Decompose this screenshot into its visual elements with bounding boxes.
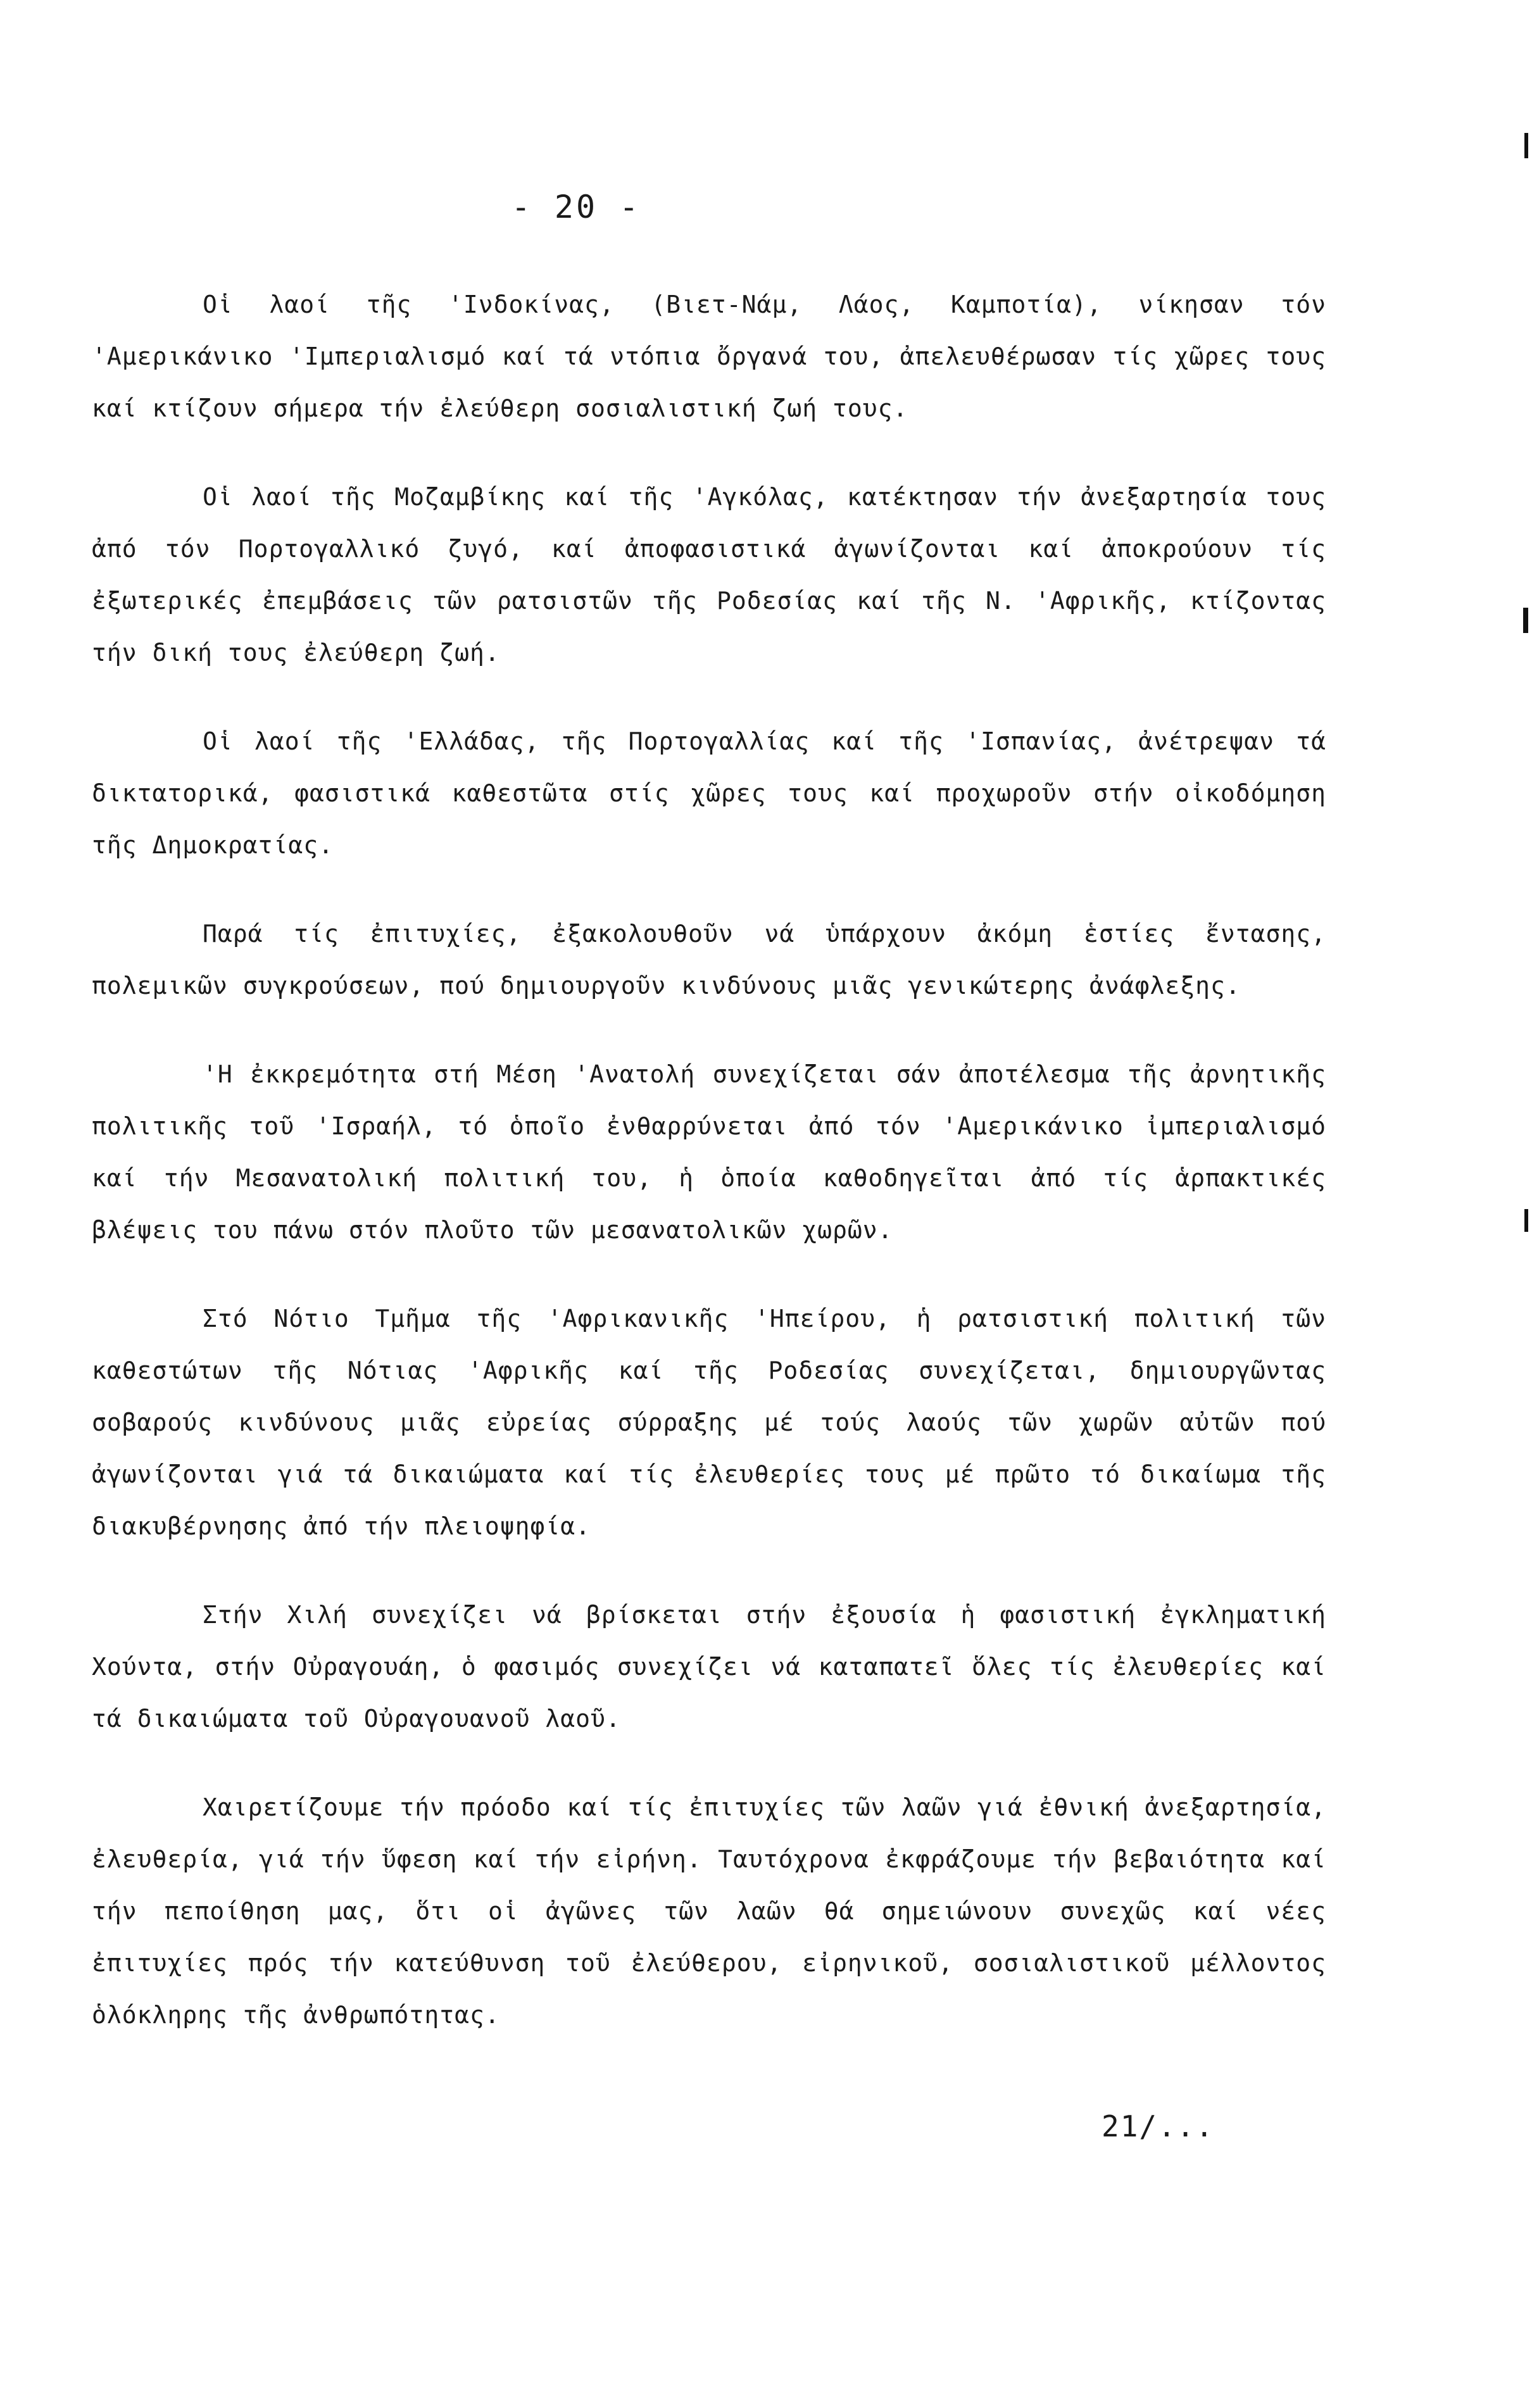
paragraph-mozambique-angola: Οἱ λαοί τῆς Μοζαμβίκης καί τῆς 'Αγκόλας, κατέκτησαν τήν ἀνεξαρτησία τους ἀπό τόν Πορτογαλλικό ζυγό, καί ἀποφασιστικά ἀγωνίζονται καί ἀποκρούουν τίς ἐξωτερικές ἐπεμβάσεις τῶν ρατσιστῶν τῆς Ροδεσίας καί τῆς Ν. 'Αφρικῆς, κτίζοντας τήν δική τους ἐλεύθερη ζωή. — [92, 483, 1326, 667]
document-body — [92, 279, 1326, 2078]
scan-edge-mark — [1523, 608, 1528, 633]
paragraph-tension-hotspots: Παρά τίς ἐπιτυχίες, ἐξακολουθοῦν νά ὑπάρχουν ἀκόμη ἑστίες ἔντασης, πολεμικῶν συγκρούσεων, πού δημιουργοῦν κινδύνους μιᾶς γενικώτερης ἀνάφλεξης. — [92, 920, 1326, 1000]
page-number: - 20 - — [511, 189, 641, 225]
paragraph-greece-portugal-spain: Οἱ λαοί τῆς 'Ελλάδας, τῆς Πορτογαλλίας καί τῆς 'Ισπανίας, ἀνέτρεψαν τά δικτατορικά, φασιστικά καθεστῶτα στίς χῶρες τους καί προχωροῦν στήν οἰκοδόμηση τῆς Δημοκρατίας. — [92, 727, 1326, 859]
paragraph-greetings: Χαιρετίζουμε τήν πρόοδο καί τίς ἐπιτυχίες τῶν λαῶν γιά ἐθνική ἀνεξαρτησία, ἐλευθερία, γιά τήν ὕφεση καί τήν εἰρήνη. Ταυτόχρονα ἐκφράζουμε τήν βεβαιότητα καί τήν πεποίθηση μας, ὅτι οἱ ἀγῶνες τῶν λαῶν θά σημειώνουν συνεχῶς καί νέες ἐπιτυχίες πρός τήν κατεύθυνση τοῦ ἐλεύθερου, εἰρηνικοῦ, σοσιαλιστικοῦ μέλλοντος ὁλόκληρης τῆς ἀνθρωπότητας. — [92, 1793, 1326, 2029]
scan-edge-mark — [1524, 133, 1528, 158]
scan-edge-mark — [1524, 1209, 1528, 1232]
paragraph-middle-east: 'Η ἐκκρεμότητα στή Μέση 'Ανατολή συνεχίζεται σάν ἀποτέλεσμα τῆς ἀρνητικῆς πολιτικῆς τοῦ 'Ισραήλ, τό ὁποῖο ἐνθαρρύνεται ἀπό τόν 'Αμερικάνικο ἰμπεριαλισμό καί τήν Μεσανατολική πολιτική του, ἡ ὁποία καθοδηγεῖται ἀπό τίς ἁρπακτικές βλέψεις του πάνω στόν πλοῦτο τῶν μεσανατολικῶν χωρῶν. — [92, 1060, 1326, 1244]
paragraph-chile-uruguay: Στήν Χιλή συνεχίζει νά βρίσκεται στήν ἐξουσία ἡ φασιστική ἐγκληματική Χούντα, στήν Οὐραγουάη, ὁ φασιμός συνεχίζει νά καταπατεῖ ὅλες τίς ἐλευθερίες καί τά δικαιώματα τοῦ Οὐραγουανοῦ λαοῦ. — [92, 1601, 1326, 1733]
continuation-marker: 21/... — [1102, 2109, 1215, 2143]
paragraph-indochina: Οἱ λαοί τῆς 'Ινδοκίνας, (Βιετ-Νάμ, Λάος, Καμποτία), νίκησαν τόν 'Αμερικάνικο 'Ιμπεριαλισμό καί τά ντόπια ὄργανά του, ἀπελευθέρωσαν τίς χῶρες τους καί κτίζουν σήμερα τήν ἐλεύθερη σοσιαλιστική ζωή τους. — [92, 291, 1326, 422]
paragraph-southern-africa: Στό Νότιο Τμῆμα τῆς 'Αφρικανικῆς 'Ηπείρου, ἡ ρατσιστική πολιτική τῶν καθεστώτων τῆς Νότιας 'Αφρικῆς καί τῆς Ροδεσίας συνεχίζεται, δημιουργῶντας σοβαρούς κινδύνους μιᾶς εὐρείας σύρραξης μέ τούς λαούς τῶν χωρῶν αὐτῶν πού ἀγωνίζονται γιά τά δικαιώματα καί τίς ἐλευθερίες τους μέ πρῶτο τό δικαίωμα τῆς διακυβέρνησης ἀπό τήν πλειοψηφία. — [92, 1305, 1326, 1540]
